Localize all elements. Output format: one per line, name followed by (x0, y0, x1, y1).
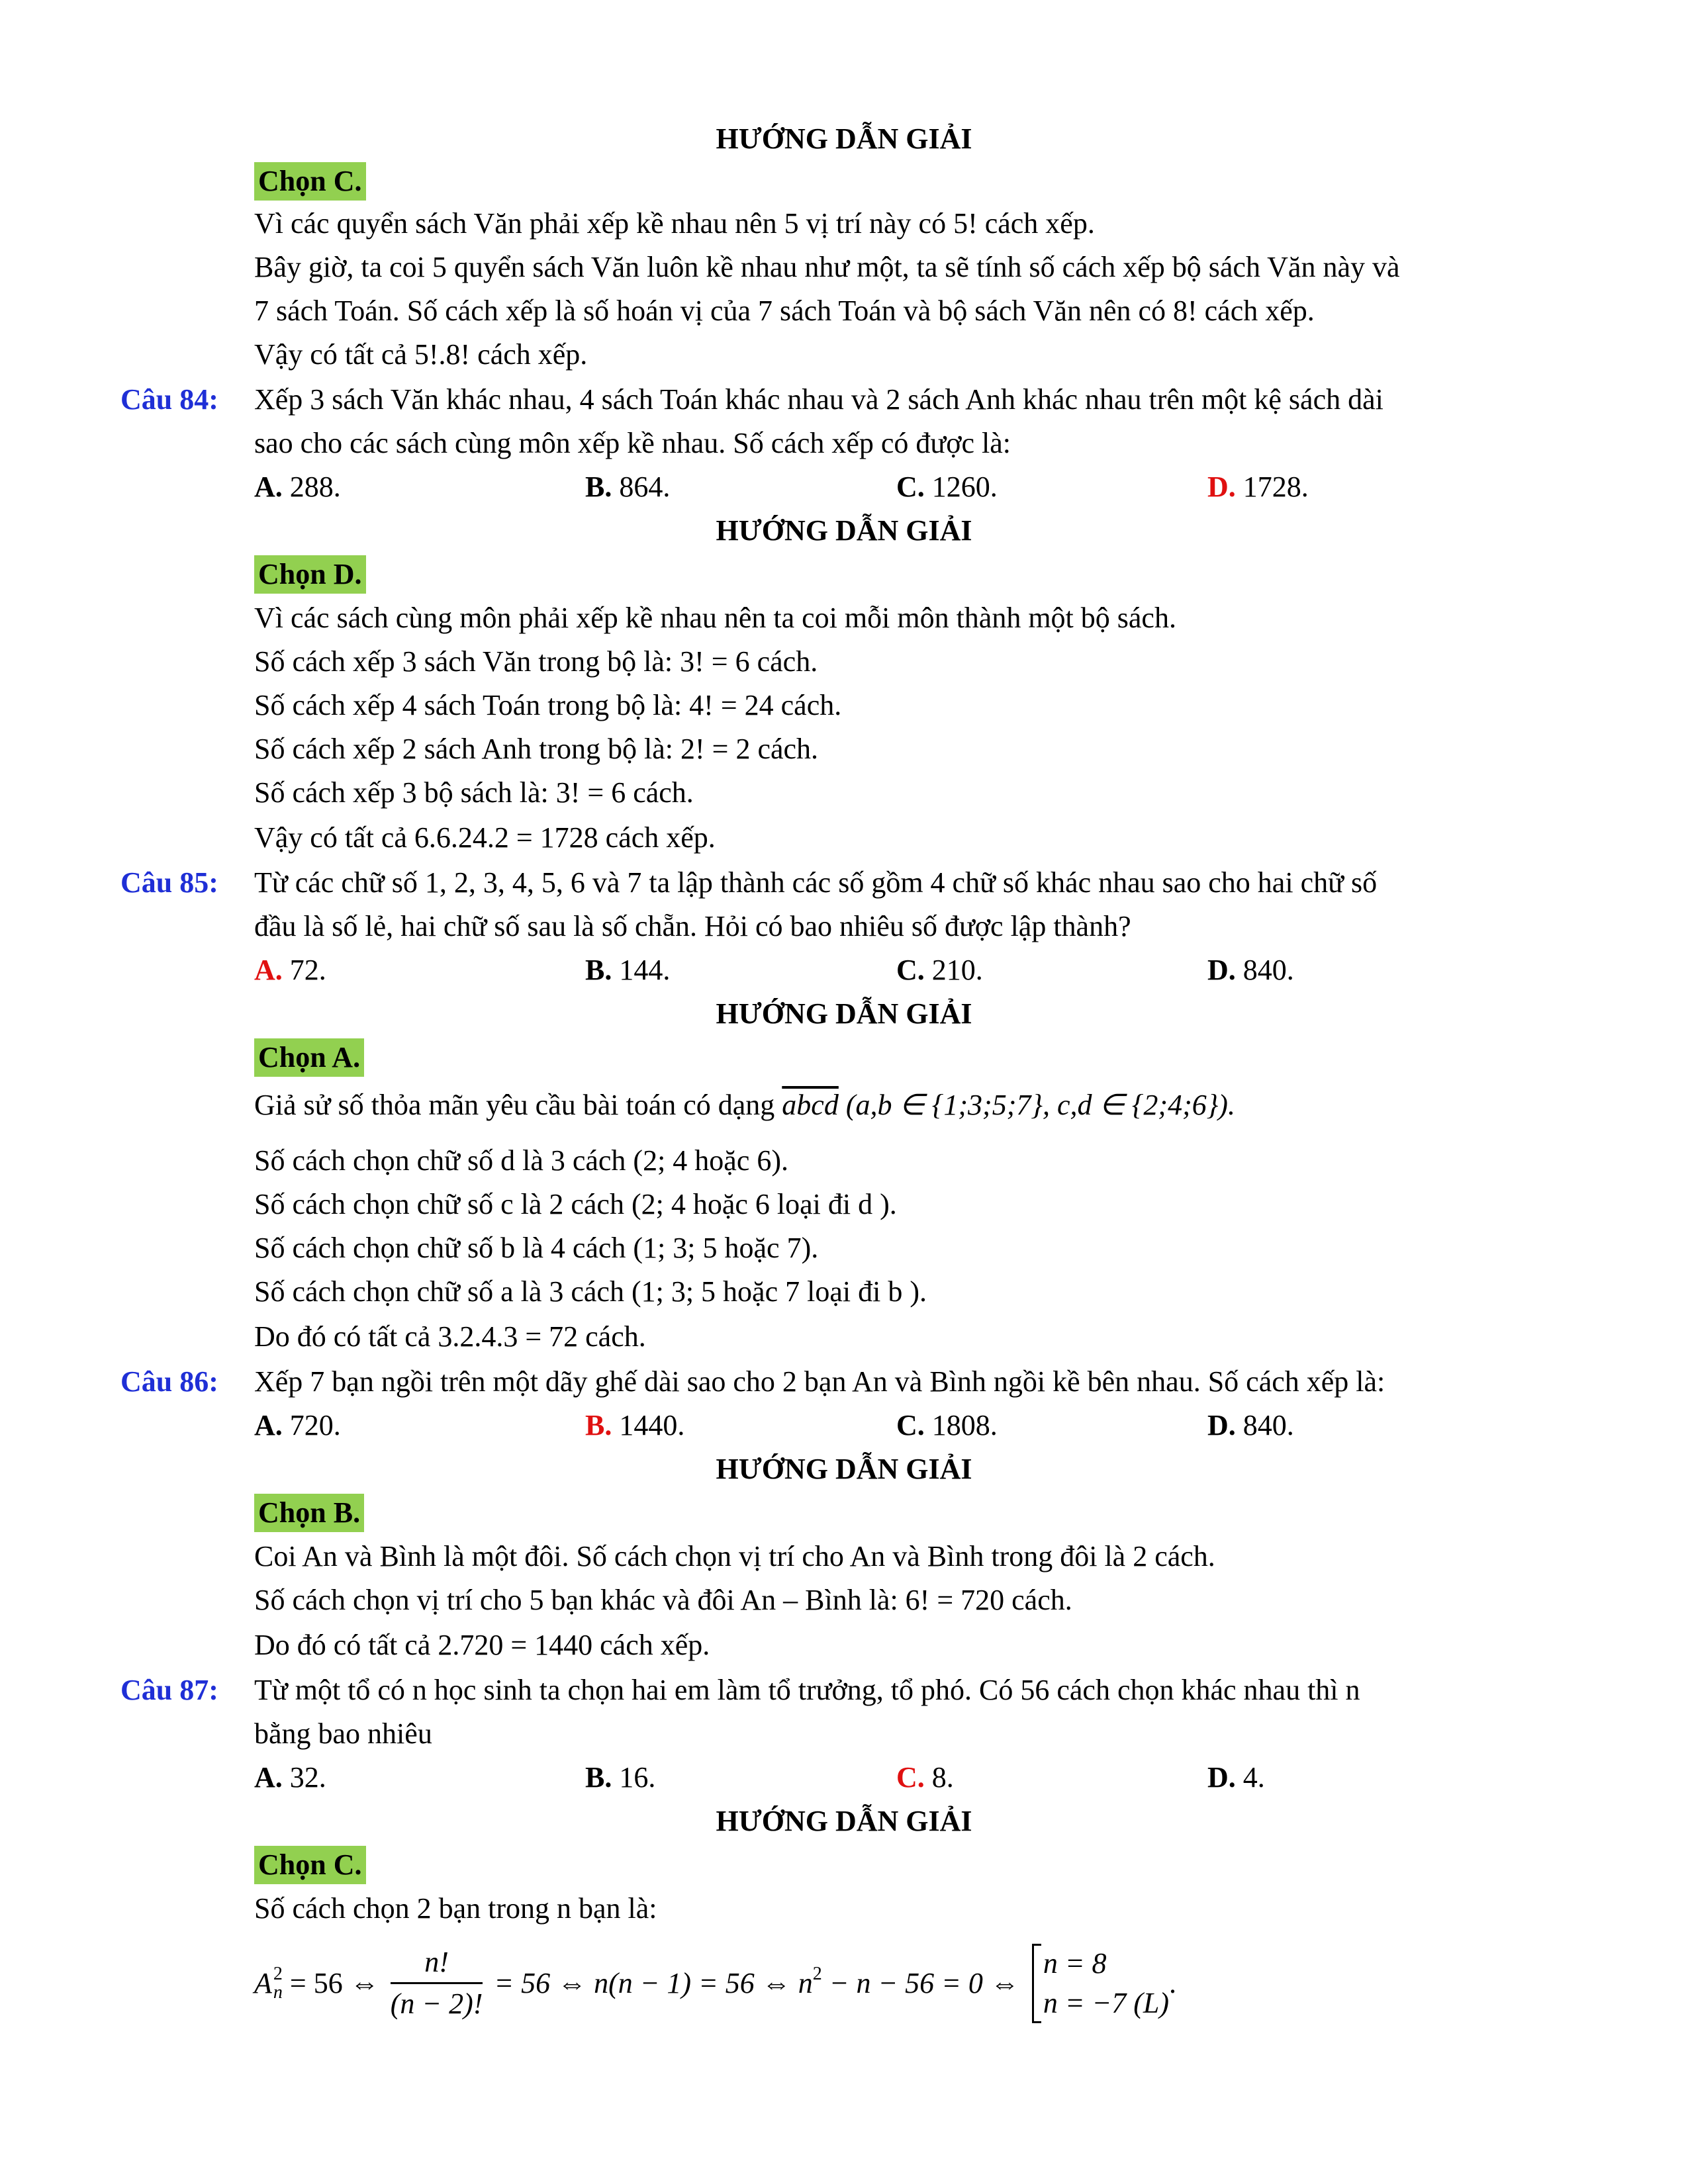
question-text: sao cho các sách cùng môn xếp kề nhau. Số cách xếp có được là: (254, 427, 1011, 459)
option-d: D. 1728. (1207, 471, 1309, 503)
solution-line: Bây giờ, ta coi 5 quyển sách Văn luôn kề nhau như một, ta sẽ tính số cách xếp bộ sách Văn này và (254, 251, 1400, 283)
option-a: A. 72. (254, 954, 326, 986)
solution-heading: HƯỚNG DẪN GIẢI (716, 997, 972, 1030)
choose-label: Chọn C. (254, 1844, 366, 1886)
choose-label: Chọn C. (254, 160, 366, 203)
question-text: bằng bao nhiêu (254, 1717, 432, 1750)
solution-bracket: n = 8 n = −7 (L) (1032, 1944, 1169, 2023)
option-d: D. 840. (1207, 954, 1294, 986)
solution-line: Số cách chọn chữ số a là 3 cách (1; 3; 5 hoặc 7 loại đi b ). (254, 1275, 927, 1308)
solution-line: Số cách chọn chữ số d là 3 cách (2; 4 hoặc 6). (254, 1144, 789, 1177)
solution-line: Số cách chọn chữ số c là 2 cách (2; 4 hoặc 6 loại đi d ). (254, 1188, 897, 1220)
option-d: D. 4. (1207, 1761, 1265, 1794)
option-c: C. 210. (896, 954, 983, 986)
overline-number: abcd (782, 1089, 839, 1121)
question-number: Câu 86: (120, 1365, 218, 1398)
solution-line: Số cách xếp 3 bộ sách là: 3! = 6 cách. (254, 776, 694, 809)
solution-line: Vậy có tất cả 5!.8! cách xếp. (254, 338, 588, 371)
choose-label: Chọn D. (254, 553, 366, 596)
choose-label: Chọn A. (254, 1036, 364, 1079)
question-text: Xếp 3 sách Văn khác nhau, 4 sách Toán khác nhau và 2 sách Anh khác nhau trên một kệ sách dài (254, 383, 1383, 416)
option-c: C. 1260. (896, 471, 998, 503)
solution-line: Số cách chọn chữ số b là 4 cách (1; 3; 5 hoặc 7). (254, 1232, 819, 1264)
question-number: Câu 87: (120, 1674, 218, 1706)
solution-line: Do đó có tất cả 2.720 = 1440 cách xếp. (254, 1629, 710, 1661)
solution-line: Giả sử số thỏa mãn yêu cầu bài toán có dạng abcd (a,b ∈ {1;3;5;7}, c,d ∈ {2;4;6}). (254, 1089, 1235, 1121)
option-a: A. 288. (254, 471, 341, 503)
option-a: A. 32. (254, 1761, 326, 1794)
solution-heading: HƯỚNG DẪN GIẢI (716, 122, 972, 155)
question-text: Từ một tổ có n học sinh ta chọn hai em làm tổ trưởng, tổ phó. Có 56 cách chọn khác nhau thì n (254, 1674, 1360, 1706)
solution-line: Do đó có tất cả 3.2.4.3 = 72 cách. (254, 1320, 646, 1353)
question-number: Câu 85: (120, 866, 218, 899)
question-number: Câu 84: (120, 383, 218, 416)
solution-line: Số cách xếp 4 sách Toán trong bộ là: 4! = 24 cách. (254, 689, 842, 721)
equation: A 2 n = 56 ⇔ $\frac{n!}{(n - 2)!}$ = 56 ⇔ n(n − 1) = 56 ⇔ $n^2 - n - 56 = 0$ ⇔ n = 8 n = −7 (L) . (254, 1942, 1176, 2024)
option-c: C. 8. (896, 1761, 954, 1794)
solution-line: Số cách chọn 2 bạn trong n bạn là: (254, 1892, 657, 1925)
solution-line: Số cách chọn vị trí cho 5 bạn khác và đôi An – Bình là: 6! = 720 cách. (254, 1584, 1072, 1616)
solution-line: Số cách xếp 3 sách Văn trong bộ là: 3! = 6 cách. (254, 645, 818, 678)
option-b: B. 16. (585, 1761, 656, 1794)
solution-heading: HƯỚNG DẪN GIẢI (716, 1805, 972, 1837)
choose-label: Chọn B. (254, 1492, 364, 1534)
question-text: đầu là số lẻ, hai chữ số sau là số chẵn. Hỏi có bao nhiêu số được lập thành? (254, 910, 1131, 942)
solution-heading: HƯỚNG DẪN GIẢI (716, 1453, 972, 1485)
fraction: $\frac{n!}{(n - 2)!}$ (391, 1942, 483, 2024)
solution-line: Coi An và Bình là một đôi. Số cách chọn vị trí cho An và Bình trong đôi là 2 cách. (254, 1540, 1215, 1572)
solution-line: Vì các sách cùng môn phải xếp kề nhau nên ta coi mỗi môn thành một bộ sách. (254, 602, 1176, 634)
solution-line: Số cách xếp 2 sách Anh trong bộ là: 2! = 2 cách. (254, 733, 819, 765)
question-text: Xếp 7 bạn ngồi trên một dãy ghế dài sao cho 2 bạn An và Bình ngồi kề bên nhau. Số cách xếp là: (254, 1365, 1385, 1398)
solution-heading: HƯỚNG DẪN GIẢI (716, 514, 972, 547)
solution-line: Vậy có tất cả 6.6.24.2 = 1728 cách xếp. (254, 821, 716, 854)
question-text: Từ các chữ số 1, 2, 3, 4, 5, 6 và 7 ta lập thành các số gồm 4 chữ số khác nhau sao cho hai chữ số (254, 866, 1378, 899)
option-b: B. 864. (585, 471, 671, 503)
option-a: A. 720. (254, 1409, 341, 1441)
solution-line: Vì các quyển sách Văn phải xếp kề nhau nên 5 vị trí này có 5! cách xếp. (254, 207, 1095, 240)
option-b: B. 144. (585, 954, 671, 986)
option-c: C. 1808. (896, 1409, 998, 1441)
solution-line: 7 sách Toán. Số cách xếp là số hoán vị của 7 sách Toán và bộ sách Văn nên có 8! cách xếp. (254, 295, 1315, 327)
option-b: B. 1440. (585, 1409, 685, 1441)
option-d: D. 840. (1207, 1409, 1294, 1441)
